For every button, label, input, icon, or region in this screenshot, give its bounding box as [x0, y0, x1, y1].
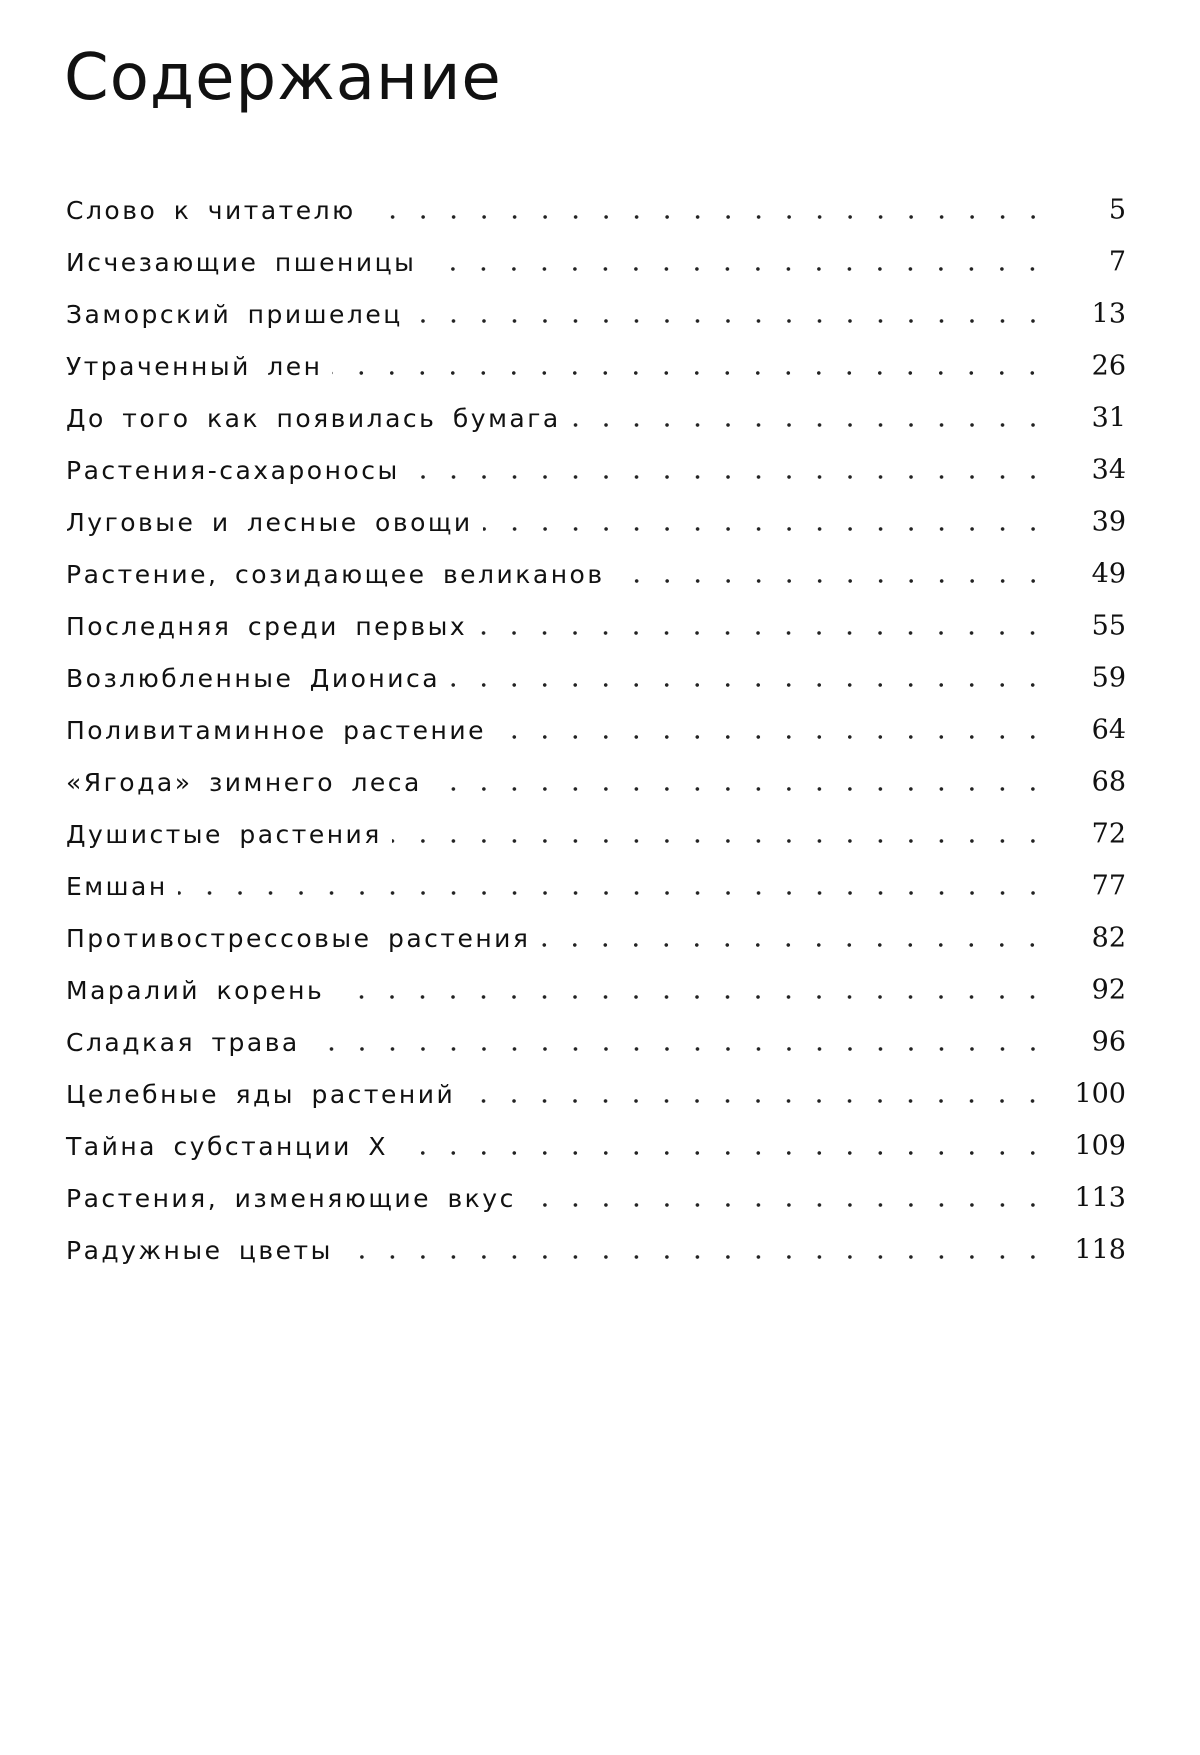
toc-entry-title: Емшан — [66, 872, 178, 901]
dot-leader — [178, 890, 1048, 896]
dot-leader — [410, 474, 1048, 480]
toc-entry-title: Утраченный лен — [66, 352, 332, 381]
toc-entry — [66, 236, 1126, 288]
toc-entry-title: Растение, созидающее великанов — [66, 560, 615, 589]
toc-entry-title: Исчезающие пшеницы — [66, 248, 426, 277]
toc-entry — [66, 652, 1126, 704]
toc-entry-page-number: 31 — [1091, 402, 1126, 434]
toc-entry-title: Растения, изменяющие вкус — [66, 1184, 526, 1213]
toc-entry — [66, 340, 1126, 392]
toc-entry-title: Душистые растения — [66, 820, 392, 849]
dot-leader — [615, 578, 1048, 584]
toc-entry-page-number: 7 — [1108, 246, 1126, 278]
dot-leader — [465, 1098, 1048, 1104]
toc-entry-page-number: 26 — [1091, 350, 1126, 382]
toc-entry-title: Целебные яды растений — [66, 1080, 465, 1109]
dot-leader — [392, 838, 1048, 844]
toc-entry — [66, 1016, 1126, 1068]
toc-entry-page-number: 109 — [1074, 1130, 1126, 1162]
toc-entry-page-number: 72 — [1091, 818, 1126, 850]
toc-entry-page-number: 5 — [1108, 194, 1126, 226]
dot-leader — [483, 526, 1048, 532]
toc-entry-title: Растения-сахароносы — [66, 456, 410, 485]
toc-entry — [66, 444, 1126, 496]
toc-entry-page-number: 100 — [1074, 1078, 1126, 1110]
toc-entry-page-number: 39 — [1091, 506, 1126, 538]
dot-leader — [343, 1254, 1048, 1260]
dot-leader — [496, 734, 1048, 740]
toc-entry — [66, 860, 1126, 912]
toc-entry-page-number: 64 — [1091, 714, 1126, 746]
toc-entry-title: Противострессовые растения — [66, 924, 540, 953]
toc-entry-page-number: 96 — [1091, 1026, 1126, 1058]
toc-entry — [66, 392, 1126, 444]
toc-entry — [66, 496, 1126, 548]
toc-entry-page-number: 77 — [1091, 870, 1126, 902]
toc-entry-page-number: 68 — [1091, 766, 1126, 798]
toc-entry-page-number: 113 — [1074, 1182, 1126, 1214]
toc-entry-title: Сладкая трава — [66, 1028, 310, 1057]
dot-leader — [413, 318, 1048, 324]
dot-leader — [540, 942, 1048, 948]
toc-entry — [66, 808, 1126, 860]
dot-leader — [571, 422, 1048, 428]
toc-entry — [66, 1120, 1126, 1172]
toc-entry — [66, 912, 1126, 964]
dot-leader — [398, 1150, 1048, 1156]
toc-entry-title: Маралий корень — [66, 976, 334, 1005]
dot-leader — [310, 1046, 1048, 1052]
dot-leader — [426, 266, 1048, 272]
toc-entry-page-number: 82 — [1091, 922, 1126, 954]
page-title: Содержание — [64, 41, 502, 115]
table-of-contents — [66, 184, 1126, 1276]
dot-leader — [432, 786, 1048, 792]
toc-entry-title: Заморский пришелец — [66, 300, 413, 329]
toc-entry — [66, 704, 1126, 756]
toc-entry — [66, 1172, 1126, 1224]
toc-entry-page-number: 118 — [1074, 1234, 1126, 1266]
toc-entry — [66, 1224, 1126, 1276]
toc-entry — [66, 756, 1126, 808]
toc-entry-page-number: 13 — [1091, 298, 1126, 330]
toc-entry — [66, 600, 1126, 652]
toc-entry-title: Возлюбленные Диониса — [66, 664, 450, 693]
dot-leader — [334, 994, 1048, 1000]
dot-leader — [526, 1202, 1048, 1208]
dot-leader — [450, 682, 1048, 688]
toc-entry — [66, 964, 1126, 1016]
toc-entry-title: До того как появилась бумага — [66, 404, 571, 433]
toc-entry-title: Слово к читателю — [66, 196, 366, 225]
dot-leader — [332, 370, 1048, 376]
toc-entry-title: Поливитаминное растение — [66, 716, 496, 745]
toc-entry-page-number: 34 — [1091, 454, 1126, 486]
toc-entry-title: Тайна субстанции Х — [66, 1132, 398, 1161]
toc-entry — [66, 288, 1126, 340]
dot-leader — [477, 630, 1048, 636]
toc-entry-title: Луговые и лесные овощи — [66, 508, 483, 537]
toc-entry-page-number: 92 — [1091, 974, 1126, 1006]
toc-entry — [66, 1068, 1126, 1120]
toc-entry-title: Последняя среди первых — [66, 612, 477, 641]
toc-entry-title: «Ягода» зимнего леса — [66, 768, 432, 797]
toc-entry — [66, 548, 1126, 600]
toc-entry-page-number: 49 — [1091, 558, 1126, 590]
toc-entry-page-number: 59 — [1091, 662, 1126, 694]
toc-entry — [66, 184, 1126, 236]
toc-entry-page-number: 55 — [1091, 610, 1126, 642]
dot-leader — [366, 214, 1048, 220]
toc-entry-title: Радужные цветы — [66, 1236, 343, 1265]
